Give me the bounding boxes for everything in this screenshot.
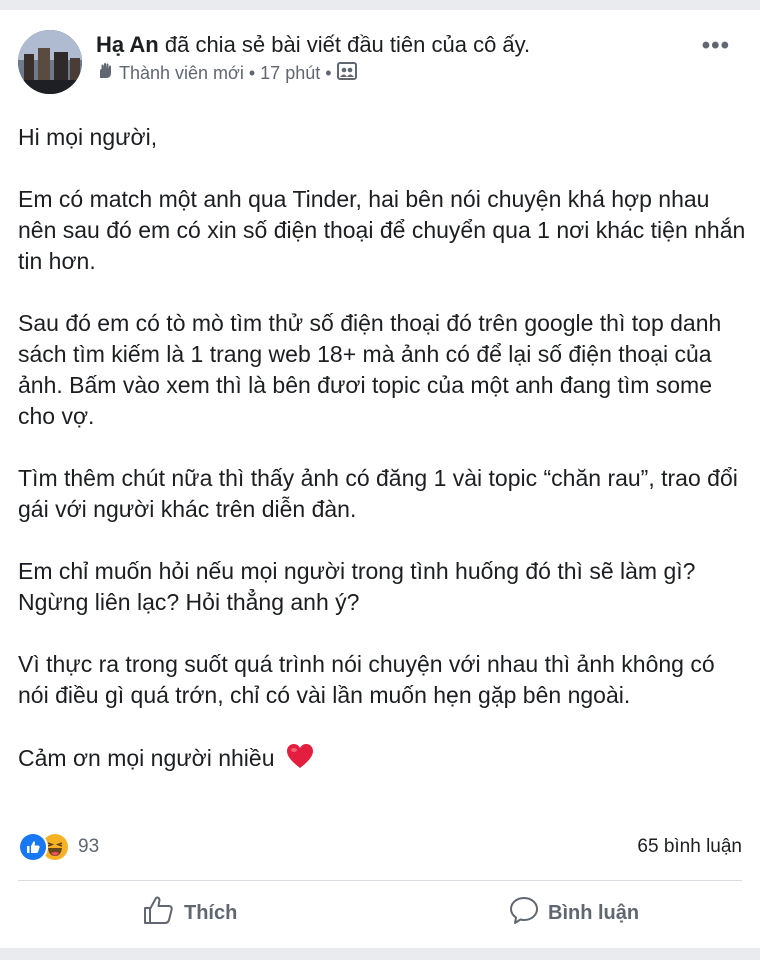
post-header	[96, 32, 530, 58]
like-reaction-icon	[18, 832, 48, 862]
heart-emoji-icon	[285, 742, 315, 778]
avatar-photo	[18, 30, 82, 94]
comment-bubble-icon	[508, 894, 540, 932]
comment-count[interactable]: 65 bình luận	[637, 836, 742, 857]
meta-separator: •	[248, 63, 256, 83]
comment-button[interactable]	[508, 894, 639, 932]
more-options-icon[interactable]: •••	[701, 32, 730, 59]
post-meta	[96, 62, 357, 85]
post-closing: Cảm ơn mọi người nhiều	[18, 745, 275, 771]
post-paragraph: Em chỉ muốn hỏi nếu mọi người trong tình huống đó thì sẽ làm gì? Ngừng liên lạc? Hỏi thẳng anh ý?	[18, 558, 696, 615]
like-button[interactable]	[142, 894, 237, 932]
post-paragraph: Vì thực ra trong suốt quá trình nói chuyện với nhau thì ảnh không có nói điều gì quá trớn, chỉ có vài lần muốn hẹn gặp bên ngoài.	[18, 651, 715, 708]
comment-label: Bình luận	[548, 901, 640, 924]
post-paragraph: Tìm thêm chút nữa thì thấy ảnh có đăng 1 vài topic “chăn rau”, trao đổi gái với người khác trên diễn đàn.	[18, 465, 738, 522]
post-card	[0, 10, 760, 948]
reactions-summary[interactable]	[18, 832, 99, 862]
post-closing-line	[18, 742, 748, 778]
group-privacy-icon	[337, 62, 357, 85]
post-body	[18, 122, 748, 778]
author-name[interactable]: Hạ An	[96, 32, 159, 57]
meta-separator: •	[325, 63, 332, 83]
post-time[interactable]: 17 phút	[260, 63, 321, 83]
post-paragraph: Sau đó em có tò mò tìm thử số điện thoại đó trên google thì top danh sách tìm kiếm là 1 trang web 18+ mà ảnh có để lại số điện thoại của ảnh. Bấm vào xem thì là bên đươi topic của một anh đang tìm some cho vợ.	[18, 310, 722, 429]
reaction-count: 93	[78, 836, 100, 857]
thumbs-up-icon	[142, 894, 176, 932]
post-action-text: đã chia sẻ bài viết đầu tiên của cô ấy.	[158, 32, 531, 57]
post-paragraph: Hi mọi người,	[18, 124, 158, 150]
post-paragraph: Em có match một anh qua Tinder, hai bên nói chuyện khá hợp nhau nên sau đó em có xin số điện thoại để chuyển qua 1 nơi khác tiện nhắn tin hơn.	[18, 186, 746, 274]
member-badge[interactable]: Thành viên mới	[119, 63, 244, 83]
new-member-icon	[96, 62, 114, 85]
avatar[interactable]	[18, 30, 82, 94]
divider	[18, 880, 742, 881]
like-label: Thích	[184, 901, 238, 924]
